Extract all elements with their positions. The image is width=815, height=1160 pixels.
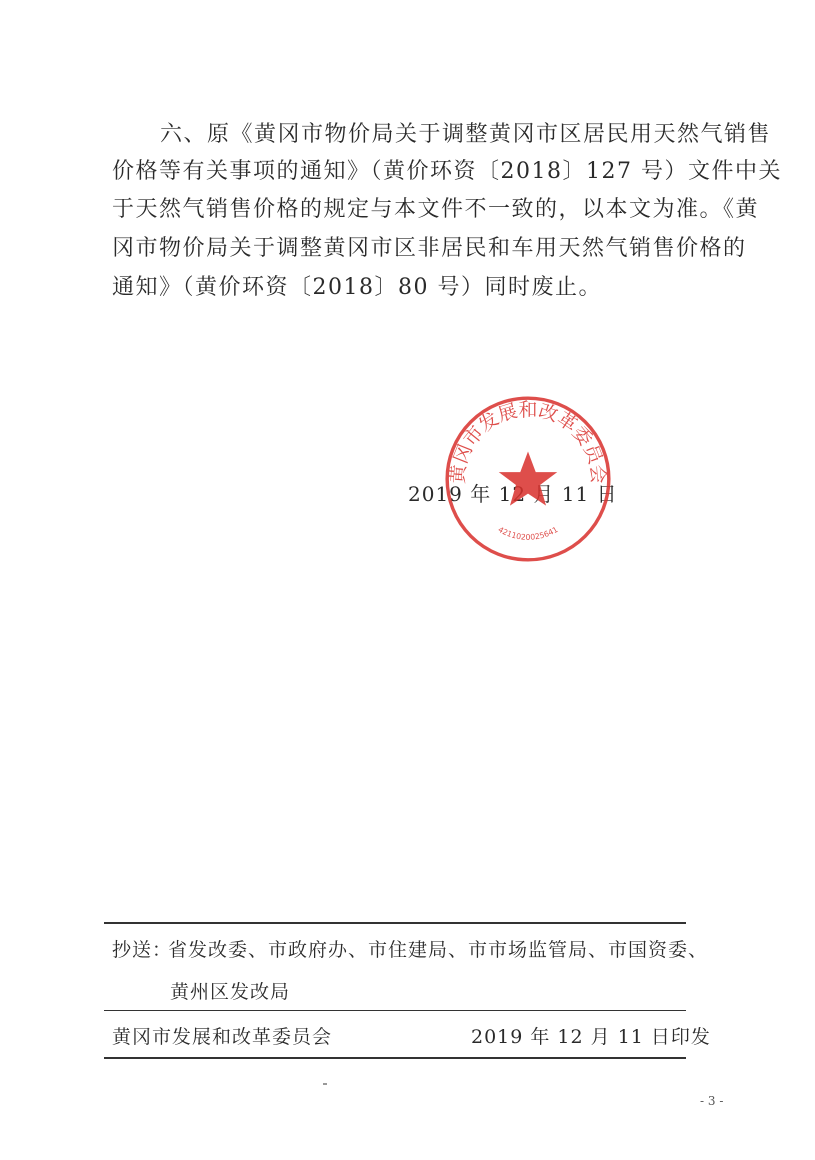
footer-middle-rule [104,1010,686,1011]
body-paragraph-line-3: 于天然气销售价格的规定与本文件不一致的，以本文为准。《黄 [112,197,760,222]
footer-top-rule [104,922,686,924]
body-paragraph-line-1: 六、原《黄冈市物价局关于调整黄冈市区居民用天然气销售 [160,122,772,147]
page-number: - 3 - [700,1094,724,1108]
body-paragraph-line-2: 价格等有关事项的通知》（黄价环资〔2018〕127 号）文件中关 [112,159,782,184]
body-paragraph-line-5: 通知》（黄价环资〔2018〕80 号）同时废止。 [112,275,602,300]
official-seal [442,393,614,565]
scan-mark [323,1083,327,1085]
footer-bottom-rule [104,1057,686,1059]
seal-code-text: 4211020025641 [496,524,560,542]
issue-date: 2019 年 12 月 11 日印发 [471,1026,711,1048]
cc-recipients-line-2: 黄州区发改局 [170,981,291,1003]
cc-recipients-line-1: 省发改委、市政府办、市住建局、市市场监管局、市国资委、 [168,939,709,961]
issuer-name: 黄冈市发展和改革委员会 [112,1026,333,1048]
svg-text:4211020025641 [497,525,560,542]
seal-org-text: 黄冈市发展和改革委员会 [446,399,610,485]
body-paragraph-line-4: 冈市物价局关于调整黄冈市区非居民和车用天然气销售价格的 [112,236,747,261]
cc-label: 抄送： [112,939,173,961]
seal-star-icon [499,451,557,505]
signature-date: 2019 年 12 月 11 日 [408,482,618,506]
